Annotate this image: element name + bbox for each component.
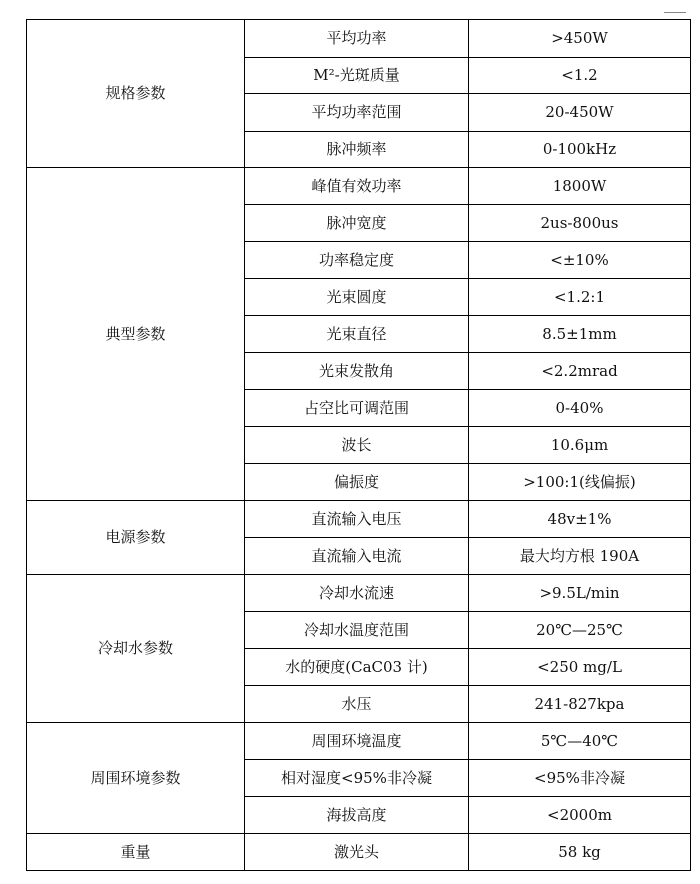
table-row — [27, 575, 691, 612]
parameter-value: 1800W — [469, 168, 691, 205]
group-label: 周围环境参数 — [27, 723, 245, 834]
parameter-name: 光束直径 — [245, 316, 469, 353]
parameter-value: >9.5L/min — [469, 575, 691, 612]
parameter-value: <2.2mrad — [469, 353, 691, 390]
parameter-name: 波长 — [245, 427, 469, 464]
parameter-name: 相对湿度<95%非冷凝 — [245, 760, 469, 797]
parameter-name: 激光头 — [245, 834, 469, 871]
parameter-name: 平均功率范围 — [245, 94, 469, 132]
parameter-value: >100:1(线偏振) — [469, 464, 691, 501]
parameter-name: 脉冲宽度 — [245, 205, 469, 242]
parameter-name: 功率稳定度 — [245, 242, 469, 279]
group-label: 规格参数 — [27, 20, 245, 168]
parameter-value: 20-450W — [469, 94, 691, 132]
parameter-name: 水压 — [245, 686, 469, 723]
parameter-value: 0-100kHz — [469, 132, 691, 168]
parameter-name: M²-光斑质量 — [245, 58, 469, 94]
parameter-name: 占空比可调范围 — [245, 390, 469, 427]
parameter-value: 241-827kpa — [469, 686, 691, 723]
parameter-value: <1.2:1 — [469, 279, 691, 316]
parameter-value: 20℃—25℃ — [469, 612, 691, 649]
parameter-value: 0-40% — [469, 390, 691, 427]
parameter-name: 直流输入电压 — [245, 501, 469, 538]
parameter-value: 48v±1% — [469, 501, 691, 538]
parameter-name: 冷却水流速 — [245, 575, 469, 612]
parameter-value: <2000m — [469, 797, 691, 834]
table-row — [27, 834, 691, 871]
parameter-value: 8.5±1mm — [469, 316, 691, 353]
parameter-name: 直流输入电流 — [245, 538, 469, 575]
parameter-name: 周围环境温度 — [245, 723, 469, 760]
parameter-name: 平均功率 — [245, 20, 469, 58]
parameter-name: 光束发散角 — [245, 353, 469, 390]
parameter-name: 峰值有效功率 — [245, 168, 469, 205]
parameter-name: 偏振度 — [245, 464, 469, 501]
table-row — [27, 20, 691, 58]
parameter-name: 光束圆度 — [245, 279, 469, 316]
parameter-value: 10.6μm — [469, 427, 691, 464]
spec-table — [26, 19, 691, 871]
parameter-value: <250 mg/L — [469, 649, 691, 686]
parameter-value: <1.2 — [469, 58, 691, 94]
parameter-name: 脉冲频率 — [245, 132, 469, 168]
parameter-name: 水的硬度(CaC03 计) — [245, 649, 469, 686]
parameter-name: 海拔高度 — [245, 797, 469, 834]
parameter-value: >450W — [469, 20, 691, 58]
page-edge-mark — [664, 12, 686, 13]
group-label: 冷却水参数 — [27, 575, 245, 723]
parameter-value: 5℃—40℃ — [469, 723, 691, 760]
group-label: 电源参数 — [27, 501, 245, 575]
parameter-value: 2us-800us — [469, 205, 691, 242]
parameter-value: 58 kg — [469, 834, 691, 871]
table-row — [27, 168, 691, 205]
group-label: 重量 — [27, 834, 245, 871]
parameter-value: <±10% — [469, 242, 691, 279]
table-row — [27, 501, 691, 538]
parameter-value: 最大均方根 190A — [469, 538, 691, 575]
parameter-name: 冷却水温度范围 — [245, 612, 469, 649]
parameter-value: <95%非冷凝 — [469, 760, 691, 797]
group-label: 典型参数 — [27, 168, 245, 501]
table-row — [27, 723, 691, 760]
spec-table-body — [27, 20, 691, 871]
